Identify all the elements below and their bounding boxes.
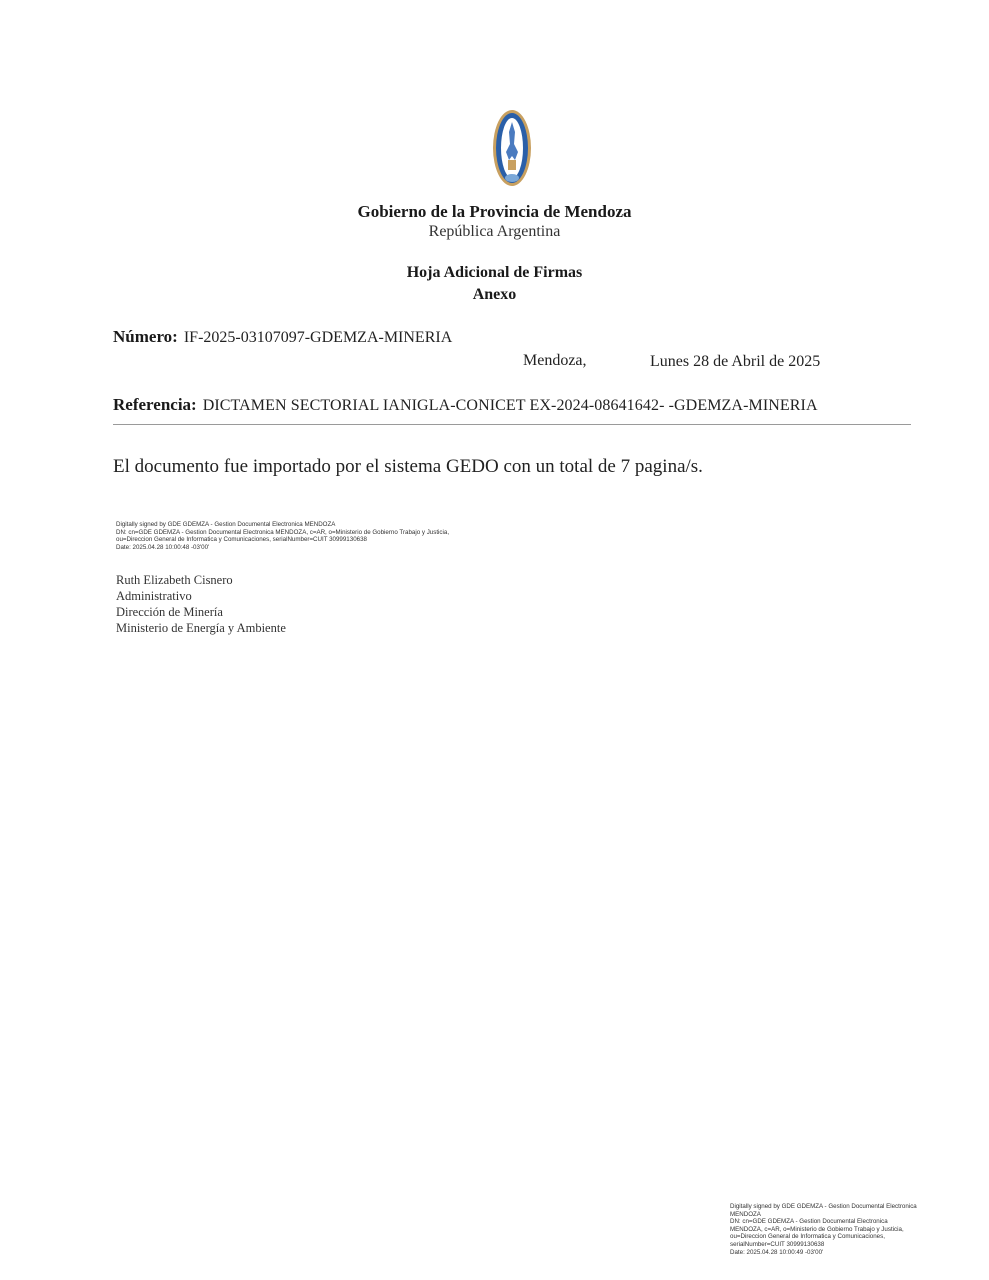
signer-role: Administrativo (116, 589, 192, 603)
signature-line: Date: 2025.04.28 10:00:49 -03'00' (730, 1248, 824, 1256)
signature-line: Digitally signed by GDE GDEMZA - Gestion Documental Electronica MENDOZA (116, 521, 336, 528)
signature-line: MENDOZA (730, 1210, 761, 1218)
coat-of-arms-icon (491, 108, 533, 190)
signature-line: MENDOZA, c=AR, o=Ministerio de Gobierno Trabajo y Justicia, (730, 1225, 904, 1233)
signer-department: Dirección de Minería (116, 605, 223, 619)
signer-ministry: Ministerio de Energía y Ambiente (116, 621, 286, 635)
country-name: República Argentina (428, 223, 561, 240)
signer-info (116, 572, 286, 636)
digital-signature-stamp (116, 521, 449, 551)
document-number-row (113, 327, 452, 347)
signature-line: Digitally signed by GDE GDEMZA - Gestion Documental Electronica (730, 1203, 917, 1210)
reference-row (113, 395, 818, 415)
document-title: Hoja Adicional de Firmas (406, 264, 583, 281)
document-subtitle: Anexo (472, 286, 517, 303)
city: Mendoza, (523, 352, 587, 369)
number-value: IF-2025-03107097-GDEMZA-MINERIA (183, 329, 453, 346)
signature-line: Date: 2025.04.28 10:00:48 -03'00' (116, 543, 210, 551)
reference-label: Referencia: (113, 395, 197, 414)
signature-line: ou=Direccion General de Informatica y Comunicaciones, (730, 1233, 885, 1241)
divider (113, 424, 911, 425)
digital-signature-stamp-footer (730, 1203, 945, 1256)
number-label: Número: (113, 327, 178, 346)
signer-name: Ruth Elizabeth Cisnero (116, 573, 233, 587)
body-text: El documento fue importado por el sistema GEDO con un total de 7 pagina/s. (113, 456, 703, 477)
signature-line: DN: cn=GDE GDEMZA - Gestion Documental Electronica (730, 1218, 888, 1226)
signature-line: serialNumber=CUIT 30999130638 (730, 1240, 825, 1248)
document-date: Lunes 28 de Abril de 2025 (650, 353, 821, 370)
signature-line: ou=Direccion General de Informatica y Comunicaciones, serialNumber=CUIT 30999130638 (116, 536, 367, 544)
reference-value: DICTAMEN SECTORIAL IANIGLA-CONICET EX-2024-08641642- -GDEMZA-MINERIA (202, 397, 818, 414)
signature-line: DN: cn=GDE GDEMZA - Gestion Documental Electronica MENDOZA, c=AR, o=Ministerio de Gobierno Trabajo y Justicia, (116, 528, 450, 536)
organization-name: Gobierno de la Provincia de Mendoza (357, 202, 632, 221)
